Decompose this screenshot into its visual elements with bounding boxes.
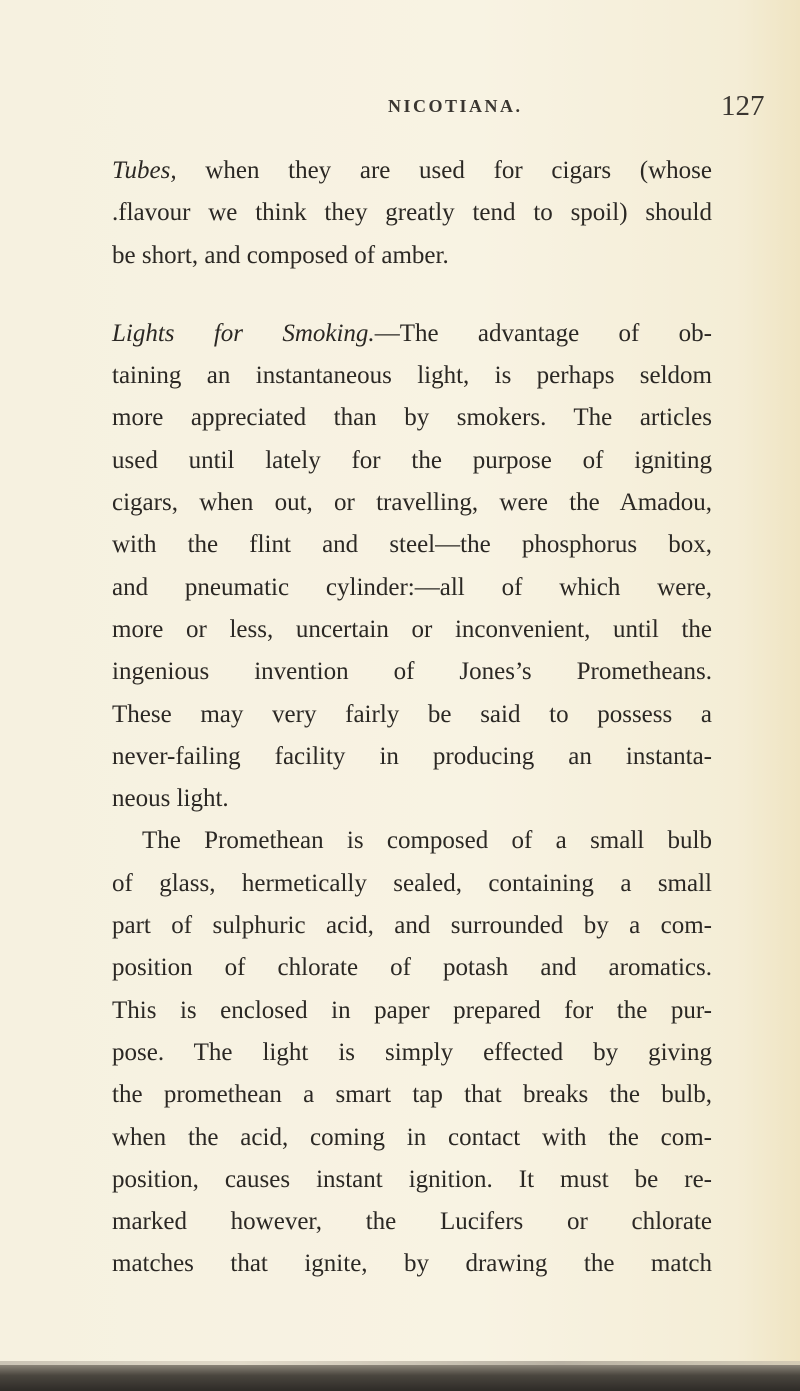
text-line: pose. The light is simply effected by giving bbox=[112, 1038, 712, 1066]
text-line: This is enclosed in paper prepared for the pur- bbox=[112, 996, 712, 1024]
paragraph-gap bbox=[112, 277, 712, 313]
running-head bbox=[0, 90, 800, 136]
text-line bbox=[112, 150, 712, 192]
text-line: ingenious invention of Jones’s Prometheans. bbox=[112, 658, 712, 686]
text-line: of glass, hermetically sealed, containing a small bbox=[112, 869, 712, 897]
text-line: used until lately for the purpose of igniting bbox=[112, 446, 712, 474]
text-line: more appreciated than by smokers. The articles bbox=[112, 404, 712, 432]
paragraph-lead: Tubes, bbox=[112, 157, 177, 184]
page-bottom-edge bbox=[0, 1365, 800, 1391]
text-line: taining an instantaneous light, is perhaps seldom bbox=[112, 362, 712, 390]
paragraph-tubes bbox=[112, 150, 712, 277]
text-line-content: when they are used for cigars (whose bbox=[176, 157, 712, 184]
text-line: cigars, when out, or travelling, were the Amadou, bbox=[112, 489, 712, 517]
body-text bbox=[112, 150, 712, 1286]
text-line: position of chlorate of potash and aromatics. bbox=[112, 954, 712, 982]
running-title: NICOTIANA. bbox=[388, 96, 523, 116]
text-line: The Promethean is composed of a small bulb bbox=[142, 827, 712, 855]
paragraph-lead: Lights for Smoking. bbox=[112, 319, 375, 347]
text-line: and pneumatic cylinder:—all of which were, bbox=[112, 573, 712, 601]
text-line: when the acid, coming in contact with the com- bbox=[112, 1123, 712, 1151]
text-line: part of sulphuric acid, and surrounded by a com- bbox=[112, 912, 712, 940]
text-line: marked however, the Lucifers or chlorate bbox=[112, 1208, 712, 1236]
text-line: neous light. bbox=[112, 785, 229, 813]
text-line: with the flint and steel—the phosphorus box, bbox=[112, 531, 712, 559]
text-line-content: —The advantage of ob- bbox=[374, 319, 712, 347]
text-line: the promethean a smart tap that breaks the bulb, bbox=[112, 1081, 712, 1109]
paragraph-promethean bbox=[112, 820, 712, 1285]
text-line: These may very fairly be said to possess a bbox=[112, 700, 712, 728]
text-line: position, causes instant ignition. It must be re- bbox=[112, 1165, 712, 1193]
text-line bbox=[112, 313, 712, 355]
text-line: matches that ignite, by drawing the match bbox=[112, 1250, 712, 1278]
text-line: never-failing facility in producing an instanta- bbox=[112, 742, 712, 770]
text-line: .flavour we think they greatly tend to spoil) should bbox=[112, 199, 712, 227]
text-line: be short, and composed of amber. bbox=[112, 241, 449, 269]
text-line: more or less, uncertain or inconvenient, until the bbox=[112, 615, 712, 643]
paragraph-lights bbox=[112, 313, 712, 821]
page-number: 127 bbox=[721, 90, 765, 122]
